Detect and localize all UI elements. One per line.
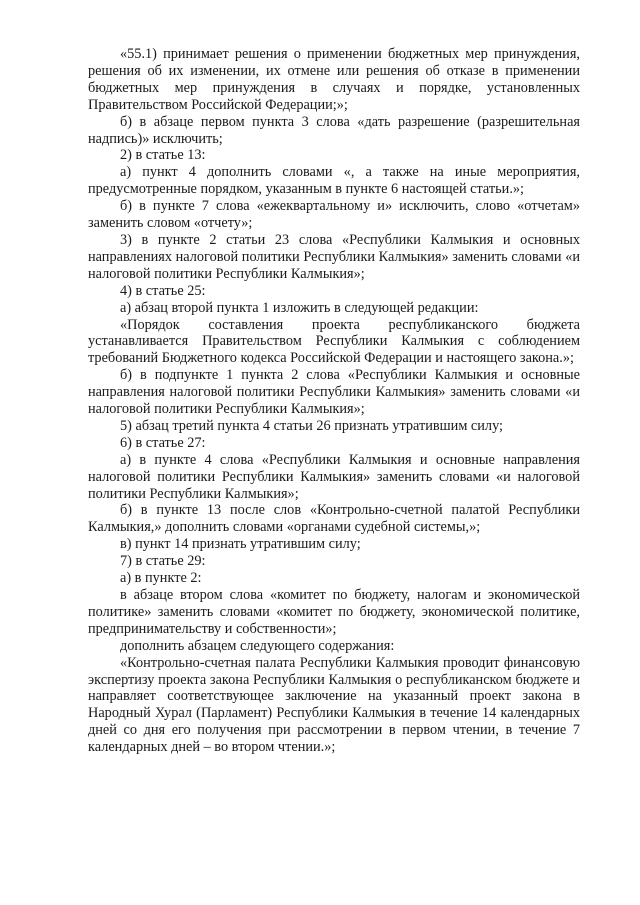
- paragraph: б) в пункте 13 после слов «Контрольно-счетной палатой Республики Калмыкия,» дополнить словами «органами судебной системы,»;: [88, 502, 580, 536]
- paragraph: 6) в статье 27:: [120, 434, 206, 451]
- paragraph: в) пункт 14 признать утратившим силу;: [120, 536, 361, 553]
- paragraph: б) в абзаце первом пункта 3 слова «дать разрешение (разрешительная надпись)» исключить;: [88, 113, 580, 147]
- paragraph: б) в подпункте 1 пункта 2 слова «Республики Калмыкия и основные направления налоговой политики Республики Калмыкия» заменить словами «и налоговой политики Республики Калмыкия»;: [88, 367, 580, 418]
- paragraph: в абзаце втором слова «комитет по бюджету, налогам и экономической политике» заменить словами «комитет по бюджету, экономической политике, предпринимательству и собственности»;: [88, 587, 580, 637]
- paragraph: а) в пункте 4 слова «Республики Калмыкия и основные направления налоговой политики Республики Калмыкия» заменить словами «и налоговой политики Республики Калмыкия»;: [88, 451, 580, 502]
- paragraph: «Порядок составления проекта республиканского бюджета устанавливается Правительством Республики Калмыкия с соблюдением требований Бюджетного кодекса Российской Федерации и настоящего закона.»;: [88, 316, 580, 367]
- paragraph: 7) в статье 29:: [120, 553, 206, 570]
- paragraph: «55.1) принимает решения о применении бюджетных мер принуждения, решения об их изменении, их отмене или решения об отказе в применении бюджетных мер принуждения в случаях и порядке, установленных Правительством Российской Федерации;»;: [88, 46, 580, 113]
- paragraph: «Контрольно-счетная палата Республики Калмыкия проводит финансовую экспертизу проекта закона Республики Калмыкия о республиканском бюджете и направляет соответствующее заключение на указанный проект закона в Народный Хурал (Парламент) Республики Калмыкия в течение 14 календарных дней со дня его получения при рассмотрении в первом чтении, в течение 7 календарных дней – во втором чтении.»;: [88, 654, 580, 756]
- paragraph: дополнить абзацем следующего содержания:: [120, 637, 395, 654]
- paragraph: 3) в пункте 2 статьи 23 слова «Республики Калмыкия и основных направлениях налоговой политики Республики Калмыкия» заменить словами «и налоговой политики Республики Калмыкия»;: [88, 231, 580, 282]
- paragraph: 2) в статье 13:: [120, 147, 206, 164]
- paragraph: б) в пункте 7 слова «ежеквартальному и» исключить, слово «отчетам» заменить словом «отчету»;: [88, 198, 580, 232]
- paragraph: а) абзац второй пункта 1 изложить в следующей редакции:: [120, 299, 479, 316]
- paragraph: 5) абзац третий пункта 4 статьи 26 признать утратившим силу;: [120, 417, 503, 434]
- document-body: [88, 46, 580, 756]
- paragraph: 4) в статье 25:: [120, 282, 206, 299]
- paragraph: а) пункт 4 дополнить словами «, а также на иные мероприятия, предусмотренные порядком, указанным в пункте 6 настоящей статьи.»;: [88, 164, 580, 198]
- paragraph: а) в пункте 2:: [120, 570, 202, 587]
